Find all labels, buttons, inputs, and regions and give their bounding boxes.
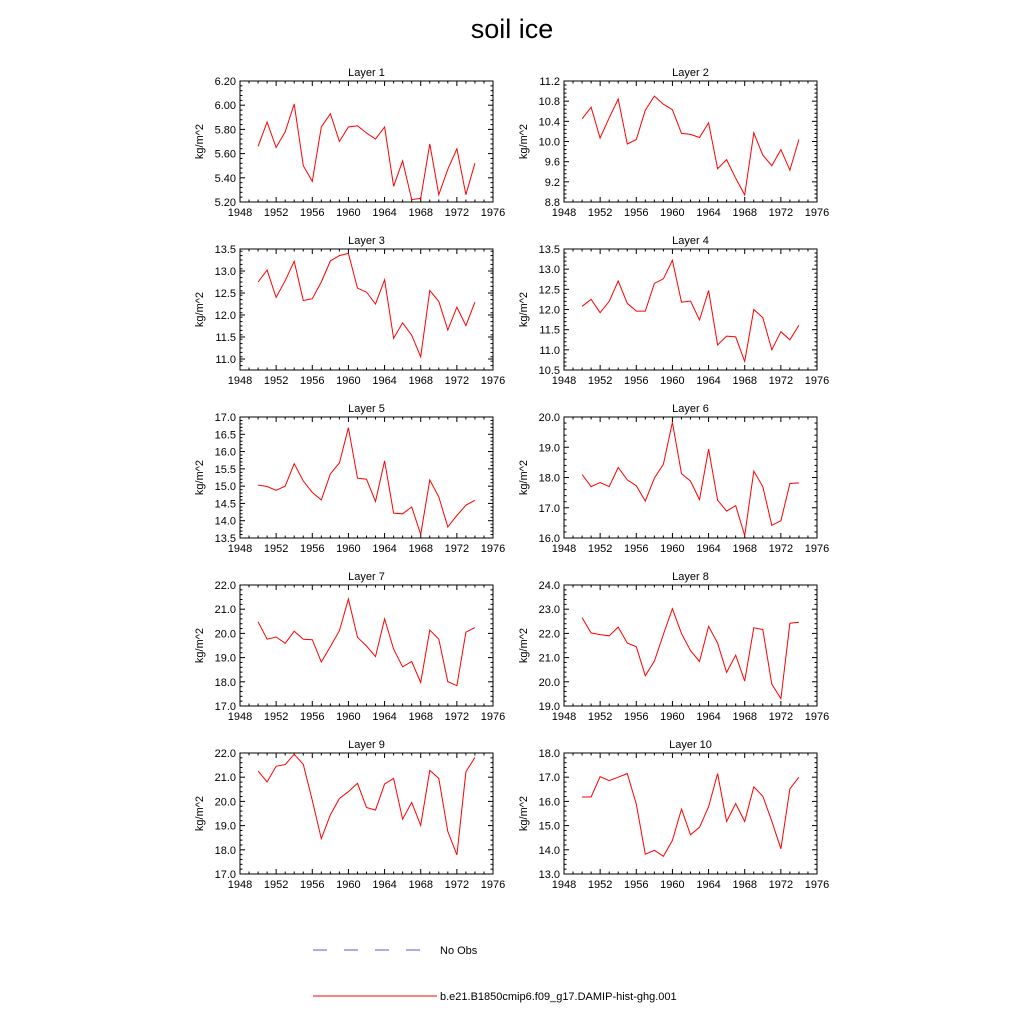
x-tick-label: 1952	[587, 879, 613, 891]
panel-layer-3	[194, 235, 505, 387]
y-axis-label: kg/m^2	[518, 291, 530, 328]
y-tick-label: 20.0	[214, 628, 236, 641]
y-axis-label: kg/m^2	[518, 627, 530, 664]
y-tick-label: 21.0	[214, 604, 236, 617]
y-tick-label: 16.5	[214, 429, 236, 442]
plot-frame	[564, 417, 817, 538]
y-tick-label: 11.2	[539, 76, 560, 88]
y-tick-label: 17.0	[214, 869, 236, 881]
y-tick-label: 16.0	[538, 796, 560, 809]
y-tick-label: 5.20	[214, 197, 236, 209]
y-tick-label: 17.0	[538, 502, 560, 515]
y-tick-label: 18.0	[538, 472, 560, 485]
x-tick-label: 1964	[372, 879, 397, 891]
x-tick-label: 1964	[696, 543, 721, 555]
panel-title: Layer 8	[672, 571, 709, 583]
panel-title: Layer 1	[348, 67, 385, 79]
x-tick-label: 1964	[372, 543, 397, 555]
x-tick-label: 1964	[696, 711, 721, 723]
figure-title: soil ice	[470, 14, 554, 44]
x-tick-label: 1964	[372, 375, 397, 387]
x-tick-label: 1952	[263, 543, 289, 555]
y-tick-label: 8.8	[544, 197, 560, 209]
x-tick-label: 1972	[444, 543, 470, 555]
x-tick-label: 1956	[624, 711, 649, 723]
y-tick-label: 10.8	[538, 96, 560, 109]
x-tick-label: 1960	[660, 207, 685, 219]
x-tick-label: 1972	[768, 375, 794, 387]
x-tick-label: 1972	[768, 543, 794, 555]
x-tick-label: 1948	[551, 879, 577, 891]
panel-layer-1	[194, 67, 505, 219]
y-tick-label: 18.0	[214, 844, 236, 857]
y-tick-label: 10.5	[538, 365, 560, 377]
panel-layer-5	[194, 403, 505, 555]
y-tick-label: 22.0	[214, 748, 236, 760]
panel-title: Layer 10	[669, 739, 712, 751]
x-tick-label: 1968	[732, 375, 757, 387]
x-tick-label: 1976	[480, 711, 506, 723]
x-tick-label: 1956	[624, 543, 649, 555]
x-tick-label: 1968	[408, 543, 433, 555]
x-tick-label: 1948	[551, 543, 577, 555]
x-tick-label: 1972	[444, 879, 470, 891]
x-tick-label: 1972	[768, 711, 794, 723]
x-tick-label: 1976	[480, 375, 506, 387]
y-tick-label: 12.0	[214, 310, 236, 322]
x-tick-label: 1956	[300, 207, 325, 219]
series-line-layer-10	[582, 774, 799, 857]
x-tick-label: 1976	[480, 207, 506, 219]
x-tick-label: 1964	[372, 207, 397, 219]
x-tick-label: 1960	[336, 711, 361, 723]
x-tick-label: 1952	[263, 879, 289, 891]
plot-frame	[564, 249, 817, 370]
y-tick-label: 22.0	[538, 628, 560, 641]
y-tick-label: 19.0	[538, 442, 560, 455]
y-tick-label: 11.5	[215, 332, 236, 344]
x-tick-label: 1948	[227, 207, 253, 219]
y-tick-label: 18.0	[538, 748, 560, 760]
x-tick-label: 1960	[660, 543, 685, 555]
y-tick-label: 24.0	[538, 580, 560, 592]
plot-frame	[240, 417, 493, 538]
y-tick-label: 22.0	[214, 580, 236, 592]
y-tick-label: 13.5	[538, 244, 560, 256]
x-tick-label: 1972	[444, 711, 470, 723]
y-tick-label: 17.0	[214, 701, 236, 713]
x-tick-label: 1960	[660, 711, 685, 723]
x-tick-label: 1968	[408, 375, 433, 387]
y-tick-label: 13.0	[214, 266, 236, 278]
x-tick-label: 1960	[336, 207, 361, 219]
y-tick-label: 23.0	[538, 604, 560, 617]
x-tick-label: 1948	[227, 375, 253, 387]
y-tick-label: 5.80	[214, 124, 236, 137]
x-tick-label: 1956	[300, 375, 325, 387]
y-tick-label: 11.5	[539, 324, 560, 337]
panel-title: Layer 3	[348, 235, 385, 247]
y-tick-label: 19.0	[214, 820, 236, 833]
y-tick-label: 21.0	[538, 652, 560, 665]
panel-layer-9	[194, 739, 505, 891]
x-tick-label: 1948	[227, 711, 253, 723]
y-tick-label: 19.0	[214, 652, 236, 665]
panel-title: Layer 4	[672, 235, 709, 247]
series-line-layer-6	[582, 422, 799, 535]
series-line-layer-9	[258, 754, 475, 855]
x-tick-label: 1956	[300, 711, 325, 723]
x-tick-label: 1976	[804, 711, 830, 723]
y-tick-label: 13.0	[538, 264, 560, 277]
x-tick-label: 1972	[444, 207, 470, 219]
y-axis-label: kg/m^2	[518, 795, 530, 832]
series-line-layer-8	[582, 609, 799, 699]
x-tick-label: 1968	[732, 711, 757, 723]
x-tick-label: 1968	[732, 879, 757, 891]
x-tick-label: 1948	[551, 711, 577, 723]
x-tick-label: 1976	[804, 879, 830, 891]
y-tick-label: 5.40	[214, 172, 236, 185]
y-axis-label: kg/m^2	[518, 459, 530, 496]
x-tick-label: 1956	[624, 879, 649, 891]
x-tick-label: 1968	[408, 711, 433, 723]
y-tick-label: 12.0	[538, 304, 560, 317]
x-tick-label: 1952	[587, 375, 613, 387]
x-tick-label: 1964	[696, 207, 721, 219]
y-axis-label: kg/m^2	[518, 123, 530, 160]
x-tick-label: 1952	[263, 711, 289, 723]
legend-label-no-obs: No Obs	[440, 945, 478, 957]
plot-frame	[240, 753, 493, 874]
x-tick-label: 1976	[804, 543, 830, 555]
x-tick-label: 1976	[480, 879, 506, 891]
y-tick-label: 11.0	[539, 344, 560, 357]
legend-label-model: b.e21.B1850cmip6.f09_g17.DAMIP-hist-ghg.001	[440, 991, 677, 1003]
x-tick-label: 1964	[372, 711, 397, 723]
series-line-layer-4	[582, 260, 799, 361]
y-tick-label: 14.0	[538, 844, 560, 857]
panel-layer-6	[518, 403, 829, 555]
panel-layer-8	[518, 571, 829, 723]
panel-layer-7	[194, 571, 505, 723]
x-tick-label: 1948	[551, 207, 577, 219]
x-tick-label: 1960	[336, 879, 361, 891]
x-tick-label: 1968	[732, 207, 757, 219]
y-tick-label: 15.0	[538, 820, 560, 833]
x-tick-label: 1976	[804, 375, 830, 387]
y-axis-label: kg/m^2	[194, 123, 206, 160]
y-tick-label: 14.5	[214, 498, 236, 511]
y-tick-label: 12.5	[214, 288, 236, 300]
x-tick-label: 1956	[300, 879, 325, 891]
x-tick-label: 1976	[480, 543, 506, 555]
y-tick-label: 10.0	[538, 136, 560, 149]
x-tick-label: 1952	[263, 207, 289, 219]
y-axis-label: kg/m^2	[194, 291, 206, 328]
y-tick-label: 16.0	[214, 446, 236, 459]
x-tick-label: 1956	[624, 207, 649, 219]
y-tick-label: 16.0	[538, 533, 560, 545]
x-tick-label: 1960	[660, 375, 685, 387]
x-tick-label: 1972	[768, 879, 794, 891]
legend	[313, 945, 677, 1003]
x-tick-label: 1960	[336, 543, 361, 555]
y-tick-label: 13.5	[214, 244, 236, 256]
x-tick-label: 1964	[696, 879, 721, 891]
y-tick-label: 20.0	[538, 412, 560, 424]
panel-title: Layer 6	[672, 403, 709, 415]
x-tick-label: 1960	[660, 879, 685, 891]
x-tick-label: 1948	[227, 543, 253, 555]
series-line-layer-2	[582, 96, 799, 195]
plot-frame	[240, 249, 493, 370]
y-tick-label: 10.4	[538, 116, 560, 129]
y-tick-label: 13.5	[214, 533, 236, 545]
x-tick-label: 1968	[732, 543, 757, 555]
x-tick-label: 1968	[408, 207, 433, 219]
series-line-layer-7	[258, 599, 475, 686]
plot-frame	[240, 81, 493, 202]
y-tick-label: 18.0	[214, 676, 236, 689]
series-line-layer-1	[258, 104, 475, 200]
y-tick-label: 5.60	[214, 148, 236, 161]
panel-layer-2	[518, 67, 829, 219]
y-tick-label: 21.0	[214, 772, 236, 785]
y-tick-label: 17.0	[538, 772, 560, 785]
x-tick-label: 1948	[227, 879, 253, 891]
panel-title: Layer 5	[348, 403, 385, 415]
x-tick-label: 1956	[624, 375, 649, 387]
y-tick-label: 15.5	[214, 463, 236, 476]
plot-frame	[564, 753, 817, 874]
y-tick-label: 17.0	[214, 412, 236, 424]
y-tick-label: 6.20	[214, 76, 236, 88]
y-tick-label: 20.0	[214, 796, 236, 809]
x-tick-label: 1968	[408, 879, 433, 891]
panel-title: Layer 7	[348, 571, 385, 583]
panel-layer-4	[518, 235, 829, 387]
series-line-layer-3	[258, 253, 475, 356]
x-tick-label: 1972	[444, 375, 470, 387]
y-tick-label: 14.0	[214, 515, 236, 528]
y-tick-label: 9.6	[544, 156, 560, 169]
x-tick-label: 1952	[587, 543, 613, 555]
y-tick-label: 12.5	[538, 284, 560, 297]
y-tick-label: 6.00	[214, 100, 236, 113]
y-axis-label: kg/m^2	[194, 459, 206, 496]
x-tick-label: 1972	[768, 207, 794, 219]
y-tick-label: 20.0	[538, 676, 560, 689]
y-tick-label: 19.0	[538, 701, 560, 713]
panel-title: Layer 2	[672, 67, 709, 79]
y-tick-label: 9.2	[544, 176, 560, 189]
x-tick-label: 1952	[587, 711, 613, 723]
x-tick-label: 1952	[263, 375, 289, 387]
y-tick-label: 15.0	[214, 481, 236, 494]
series-line-layer-5	[258, 428, 475, 535]
y-axis-label: kg/m^2	[194, 627, 206, 664]
x-tick-label: 1952	[587, 207, 613, 219]
x-tick-label: 1960	[336, 375, 361, 387]
x-tick-label: 1956	[300, 543, 325, 555]
panel-title: Layer 9	[348, 739, 385, 751]
x-tick-label: 1964	[696, 375, 721, 387]
y-axis-label: kg/m^2	[194, 795, 206, 832]
panel-layer-10	[518, 739, 829, 891]
x-tick-label: 1976	[804, 207, 830, 219]
y-tick-label: 13.0	[538, 869, 560, 881]
x-tick-label: 1948	[551, 375, 577, 387]
plot-frame	[564, 81, 817, 202]
y-tick-label: 11.0	[215, 354, 236, 366]
plot-frame	[564, 585, 817, 706]
